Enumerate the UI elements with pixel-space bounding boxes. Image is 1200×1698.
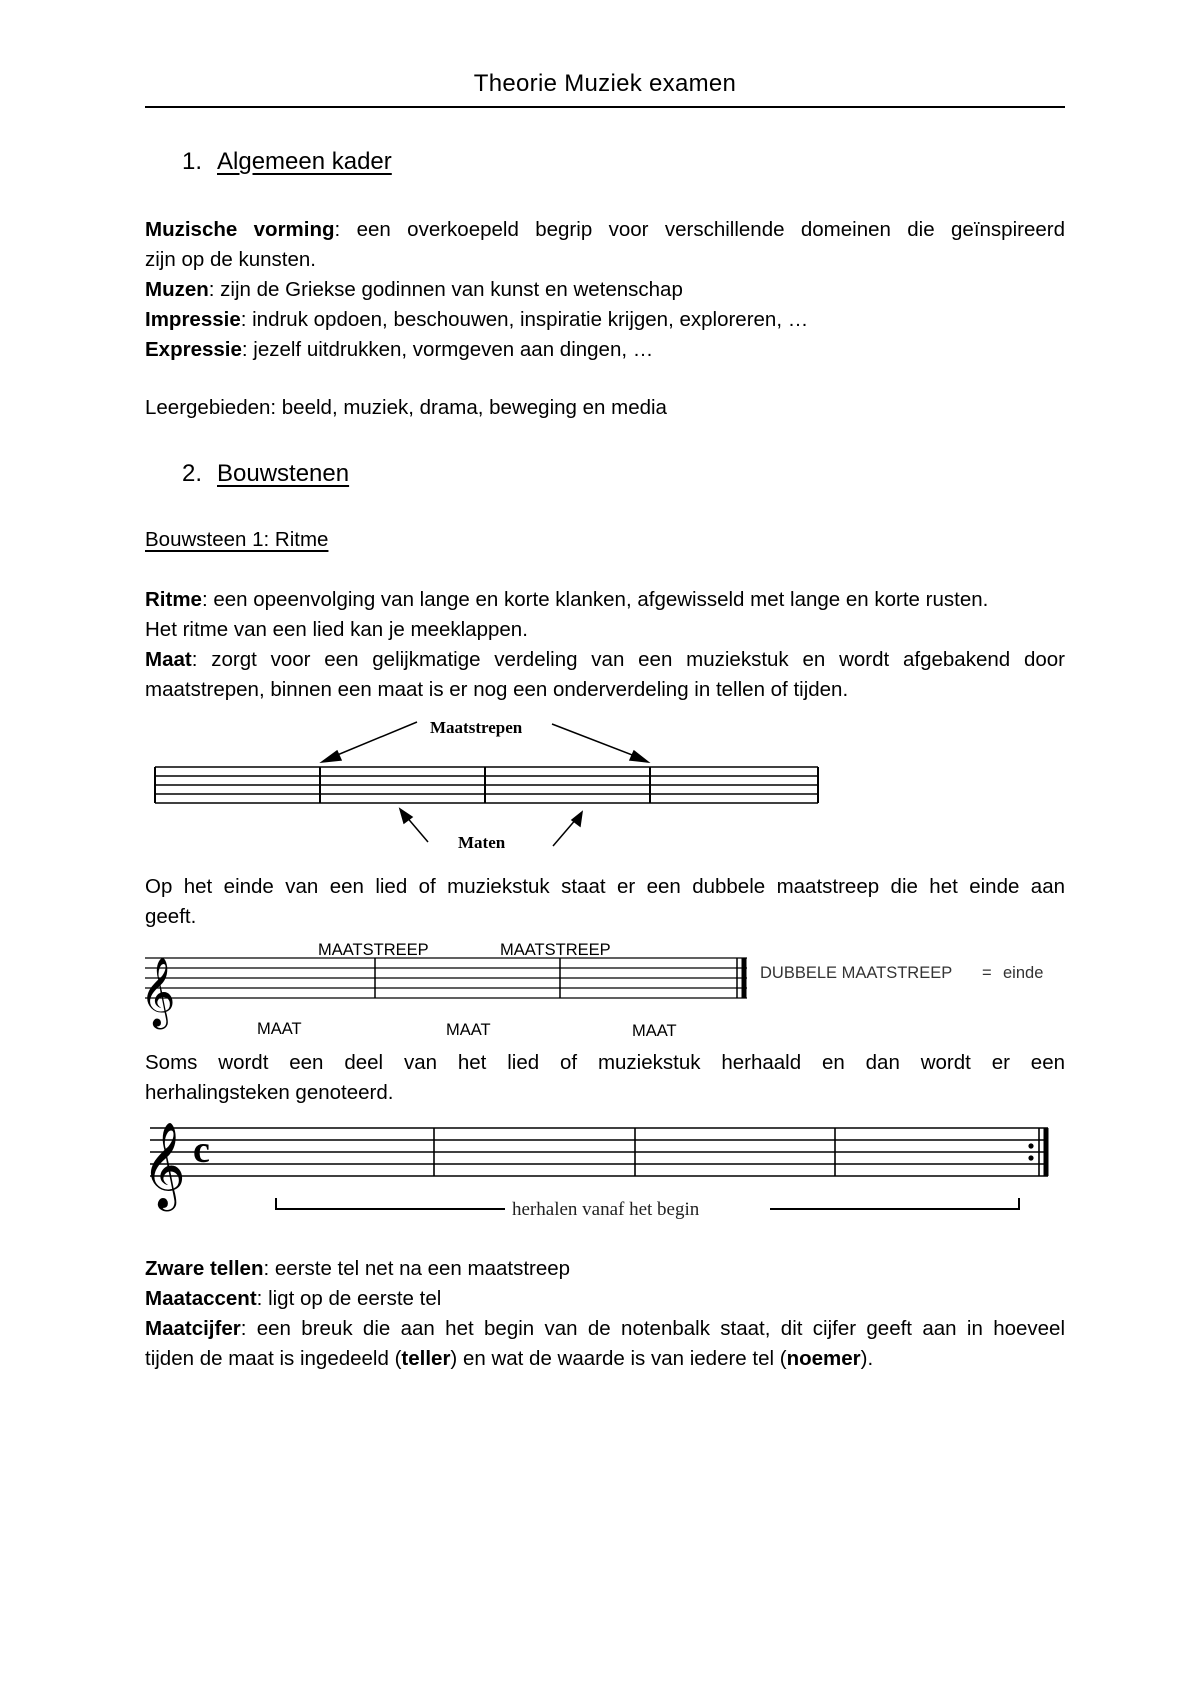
def-text: : een breuk die aan het begin van de notenbalk staat, dit cijfer geeft aan in hoeveel bbox=[240, 1317, 1065, 1340]
treble-clef-icon: 𝄞 bbox=[140, 957, 176, 1027]
def-text: : eerste tel net na een maatstreep bbox=[263, 1257, 571, 1280]
leergebieden: Leergebieden: beeld, muziek, drama, beweging en media bbox=[145, 396, 667, 419]
label-maatstreep-2: MAATSTREEP bbox=[500, 941, 611, 959]
term-teller: teller bbox=[401, 1347, 451, 1370]
def-text: ) en wat de waarde is van iedere tel ( bbox=[450, 1347, 787, 1370]
term-muzen: Muzen bbox=[145, 278, 209, 301]
def-muzische-vorming-cont: zijn op de kunsten. bbox=[145, 248, 316, 271]
def-text: : jezelf uitdrukken, vormgeven aan dingen, … bbox=[241, 338, 654, 361]
def-maataccent bbox=[145, 1284, 1065, 1314]
def-text: : zorgt voor een gelijkmatige verdeling van een muziekstuk en wordt afgebakend door bbox=[191, 648, 1065, 671]
herhaling-line-1: Soms wordt een deel van het lied of muziekstuk herhaald en dan wordt er een bbox=[145, 1051, 1065, 1074]
term-impressie: Impressie bbox=[145, 308, 241, 331]
label-maatstreep-1: MAATSTREEP bbox=[318, 941, 429, 959]
staff-lines bbox=[150, 1128, 1048, 1176]
term-zware-tellen: Zware tellen bbox=[145, 1257, 264, 1280]
label-maat-3: MAAT bbox=[632, 1022, 677, 1040]
def-text: : ligt op de eerste tel bbox=[256, 1287, 442, 1310]
label-maatstrepen: Maatstrepen bbox=[430, 718, 523, 737]
label-dubbele-maatstreep: DUBBELE MAATSTREEP bbox=[760, 964, 953, 982]
label-herhalen: herhalen vanaf het begin bbox=[512, 1199, 700, 1220]
def-text: ). bbox=[860, 1347, 874, 1370]
label-maten: Maten bbox=[458, 833, 506, 852]
def-ritme-cont: Het ritme van een lied kan je meeklappen. bbox=[145, 618, 528, 641]
term-noemer: noemer bbox=[786, 1347, 861, 1370]
label-maat-2: MAAT bbox=[446, 1021, 491, 1039]
section-2-number: 2. bbox=[182, 460, 203, 487]
label-maat-1: MAAT bbox=[257, 1020, 302, 1038]
def-text: : zijn de Griekse godinnen van kunst en wetenschap bbox=[208, 278, 683, 301]
def-text: : indruk opdoen, beschouwen, inspiratie krijgen, exploreren, … bbox=[240, 308, 809, 331]
term-maatcijfer: Maatcijfer bbox=[145, 1317, 241, 1340]
def-zware-tellen bbox=[145, 1254, 1065, 1284]
final-definitions bbox=[145, 1254, 1065, 1374]
def-text: : een opeenvolging van lange en korte klanken, afgewisseld met lange en korte rusten. bbox=[201, 588, 989, 611]
term-maataccent: Maataccent bbox=[145, 1287, 257, 1310]
def-maat-cont: maatstrepen, binnen een maat is er nog een onderverdeling in tellen of tijden. bbox=[145, 678, 849, 701]
label-equals: = bbox=[982, 964, 992, 982]
page-header: Theorie Muziek examen bbox=[473, 70, 737, 97]
label-einde: einde bbox=[1003, 964, 1044, 982]
term-ritme: Ritme bbox=[145, 588, 202, 611]
einde-line-1: Op het einde van een lied of muziekstuk staat er een dubbele maatstreep die het einde aan bbox=[145, 875, 1065, 898]
term-maat: Maat bbox=[145, 648, 192, 671]
einde-line-2: geeft. bbox=[145, 905, 197, 928]
def-text: : een overkoepeld begrip voor verschillende domeinen die geïnspireerd bbox=[334, 218, 1065, 241]
def-maatcijfer-cont bbox=[145, 1344, 1065, 1374]
treble-clef-icon: 𝄞 bbox=[142, 1122, 186, 1208]
def-text: tijden de maat is ingedeeld ( bbox=[145, 1347, 402, 1370]
section-1-title: Algemeen kader bbox=[217, 148, 392, 175]
subsection-title: Bouwsteen 1: Ritme bbox=[145, 528, 329, 551]
term-muzische-vorming: Muzische vorming bbox=[145, 218, 335, 241]
section-2-title: Bouwstenen bbox=[217, 460, 350, 487]
def-maatcijfer bbox=[145, 1314, 1065, 1344]
herhaling-line-2: herhalingsteken genoteerd. bbox=[145, 1081, 394, 1104]
term-expressie: Expressie bbox=[145, 338, 242, 361]
common-time-icon: c bbox=[193, 1129, 210, 1171]
section-1-number: 1. bbox=[182, 148, 203, 175]
